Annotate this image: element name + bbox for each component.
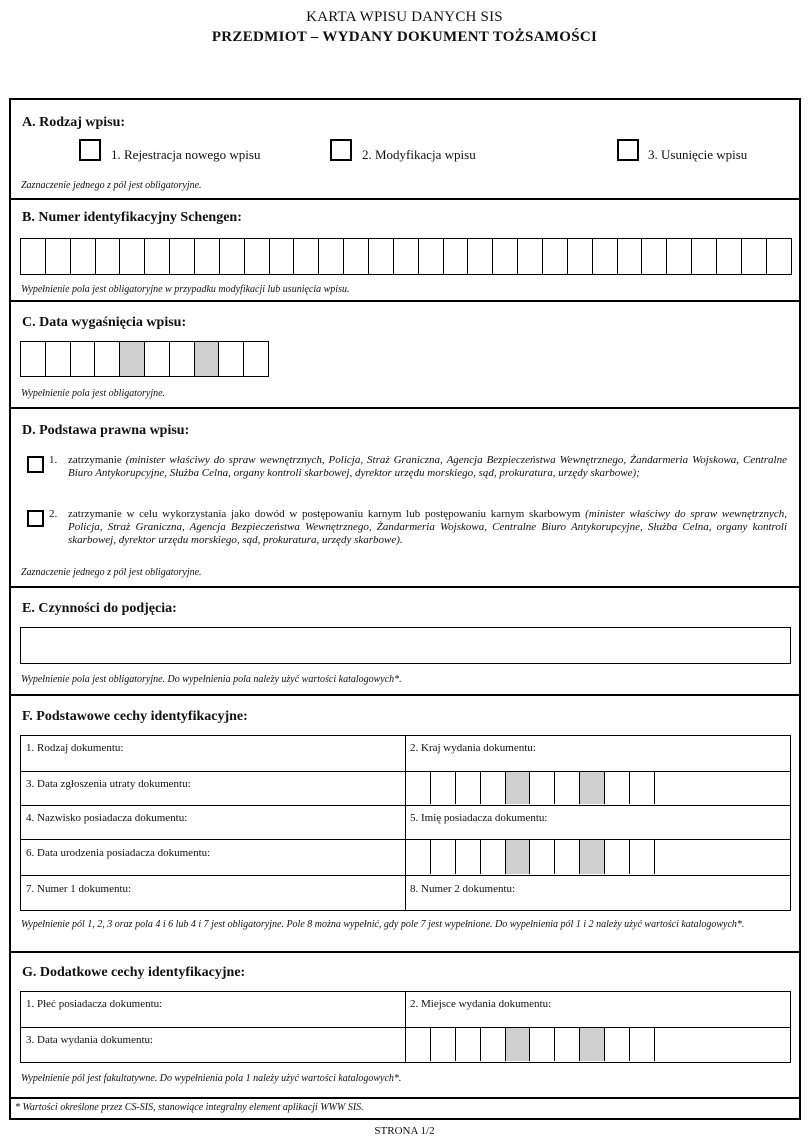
checkbox-new-entry-label: 1. Rejestracja nowego wpisu (111, 147, 261, 162)
character-cell[interactable] (605, 1028, 630, 1061)
date-separator-cell (506, 840, 531, 874)
checkbox-delete-entry[interactable] (617, 139, 639, 161)
character-cell[interactable] (642, 239, 667, 274)
character-cell[interactable] (593, 239, 618, 274)
character-cell[interactable] (555, 772, 580, 804)
divider (11, 198, 799, 200)
character-cell[interactable] (481, 772, 506, 804)
schengen-id-field[interactable] (20, 238, 792, 275)
checkbox-delete-entry-label: 3. Usunięcie wpisu (648, 147, 748, 162)
footnote: * Wartości określone przez CS-SIS, stanowiące integralny element aplikacji WWW SIS. (15, 1102, 364, 1113)
section-a-title: A. Rodzaj wpisu: (22, 115, 126, 130)
character-cell[interactable] (767, 239, 792, 274)
column-divider (405, 736, 406, 771)
column-divider (405, 992, 406, 1027)
character-cell[interactable] (456, 1028, 481, 1061)
section-e-title: E. Czynności do podjęcia: (22, 601, 177, 616)
character-cell[interactable] (481, 840, 506, 874)
character-cell[interactable] (444, 239, 469, 274)
divider (11, 951, 799, 953)
character-cell[interactable] (605, 840, 630, 874)
character-cell[interactable] (369, 239, 394, 274)
table-row (21, 736, 790, 771)
table-row (21, 875, 790, 910)
character-cell[interactable] (96, 239, 121, 274)
legal-basis-1-authorities: (minister właściwy do spraw wewnętrznych, Policja, Straż Graniczna, Agencja Bezpieczeństwa Wewnętrznego, Żandarmeria Wojskowa, Centralne Biuro Antykorupcyjne, Służba Celna, organy kontroli skarbowej, dyrektor urzędu morskiego, sąd, prokuratura, urzędy skarbowe); (68, 454, 787, 479)
checkbox-legal-basis-2[interactable] (27, 510, 44, 527)
character-cell[interactable] (419, 239, 444, 274)
section-f-note: Wypełnienie pól 1, 2, 3 oraz pola 4 i 6 lub 4 i 7 jest obligatoryjne. Pole 8 można wypełnić, gdy pole 7 jest wypełnione. Do wypełnienia pól 1 i 2 należy użyć wartości katalogowych*. (21, 919, 745, 930)
form-subtitle: PRZEDMIOT – WYDANY DOKUMENT TOŻSAMOŚCI (211, 29, 598, 45)
section-g-title: G. Dodatkowe cechy identyfikacyjne: (22, 965, 246, 980)
issuing-country-label: 2. Kraj wydania dokumentu: (410, 742, 536, 754)
loss-report-date-label: 3. Data zgłoszenia utraty dokumentu: (26, 778, 191, 790)
column-divider (405, 806, 406, 839)
table-row (21, 992, 790, 1027)
character-cell[interactable] (270, 239, 295, 274)
section-f-title: F. Podstawowe cechy identyfikacyjne: (22, 709, 248, 724)
character-cell[interactable] (170, 342, 195, 376)
issue-date-field[interactable] (406, 1028, 655, 1061)
divider (11, 407, 799, 409)
character-cell[interactable] (717, 239, 742, 274)
character-cell[interactable] (630, 840, 655, 874)
legal-basis-2-authorities: (minister właściwy do spraw wewnętrznych, Policja, Straż Graniczna, Agencja Bezpieczeństwa Wewnętrznego, Żandarmeria Wojskowa, Centralne Biuro Antykorupcyjne, Służba Celna, organy kontroli skarbowej, dyrektor urzędu morskiego, sąd, prokuratura, urzędy skarbowe). (68, 508, 787, 546)
divider (11, 300, 799, 302)
character-cell[interactable] (530, 840, 555, 874)
divider (11, 694, 799, 696)
legal-basis-1-number: 1. (49, 454, 58, 466)
character-cell[interactable] (95, 342, 120, 376)
character-cell[interactable] (530, 772, 555, 804)
loss-report-date-field[interactable] (406, 772, 655, 804)
date-separator-cell (120, 342, 145, 376)
checkbox-modify-entry-label: 2. Modyfikacja wpisu (362, 147, 476, 162)
table-row (21, 1027, 790, 1062)
character-cell[interactable] (431, 772, 456, 804)
checkbox-modify-entry[interactable] (330, 139, 352, 161)
date-separator-cell (580, 840, 605, 874)
table-row (21, 771, 790, 805)
date-separator-cell (195, 342, 220, 376)
column-divider (405, 876, 406, 910)
date-separator-cell (580, 1028, 605, 1061)
holder-birth-date-label: 6. Data urodzenia posiadacza dokumentu: (26, 847, 211, 859)
checkbox-legal-basis-1[interactable] (27, 456, 44, 473)
character-cell[interactable] (145, 239, 170, 274)
character-cell[interactable] (692, 239, 717, 274)
section-c-title: C. Data wygaśnięcia wpisu: (22, 315, 187, 330)
form-title: KARTA WPISU DANYCH SIS (306, 9, 503, 25)
character-cell[interactable] (481, 1028, 506, 1061)
character-cell[interactable] (219, 342, 244, 376)
date-separator-cell (506, 1028, 531, 1061)
actions-input-box[interactable] (20, 627, 791, 664)
character-cell[interactable] (394, 239, 419, 274)
document-number-2-label: 8. Numer 2 dokumentu: (410, 883, 516, 895)
character-cell[interactable] (406, 772, 431, 804)
divider (11, 586, 799, 588)
section-d-note: Zaznaczenie jednego z pól jest obligatoryjne. (21, 567, 202, 578)
character-cell[interactable] (46, 239, 71, 274)
character-cell[interactable] (344, 239, 369, 274)
character-cell[interactable] (71, 342, 96, 376)
page-number: STRONA 1/2 (374, 1125, 435, 1137)
legal-basis-1-label: zatrzymanie (68, 454, 122, 466)
character-cell[interactable] (21, 342, 46, 376)
legal-basis-2-text (49, 508, 787, 547)
section-b-note: Wypełnienie pola jest obligatoryjne w przypadku modyfikacji lub usunięcia wpisu. (21, 284, 350, 295)
section-g-note: Wypełnienie pól jest fakultatywne. Do wypełnienia pola 1 należy użyć wartości katalogowych*. (21, 1073, 402, 1084)
character-cell[interactable] (220, 239, 245, 274)
character-cell[interactable] (245, 239, 270, 274)
character-cell[interactable] (406, 840, 431, 874)
character-cell[interactable] (618, 239, 643, 274)
character-cell[interactable] (120, 239, 145, 274)
character-cell[interactable] (244, 342, 269, 376)
basic-identification-table (20, 735, 791, 911)
holder-birth-date-field[interactable] (406, 840, 655, 874)
character-cell[interactable] (742, 239, 767, 274)
character-cell[interactable] (319, 239, 344, 274)
character-cell[interactable] (468, 239, 493, 274)
document-type-label: 1. Rodzaj dokumentu: (26, 742, 124, 754)
character-cell[interactable] (71, 239, 96, 274)
section-b-title: B. Numer identyfikacyjny Schengen: (22, 210, 242, 225)
issue-date-label: 3. Data wydania dokumentu: (26, 1034, 154, 1046)
form-frame (9, 98, 801, 1120)
table-row (21, 839, 790, 875)
table-row (21, 805, 790, 839)
character-cell[interactable] (667, 239, 692, 274)
character-cell[interactable] (555, 840, 580, 874)
character-cell[interactable] (543, 239, 568, 274)
character-cell[interactable] (294, 239, 319, 274)
character-cell[interactable] (431, 840, 456, 874)
checkbox-new-entry[interactable] (79, 139, 101, 161)
character-cell[interactable] (456, 772, 481, 804)
entry-expiry-date-field[interactable] (20, 341, 269, 377)
section-c-note: Wypełnienie pola jest obligatoryjne. (21, 388, 166, 399)
character-cell[interactable] (630, 772, 655, 804)
section-d-title: D. Podstawa prawna wpisu: (22, 423, 190, 438)
date-separator-cell (580, 772, 605, 804)
character-cell[interactable] (145, 342, 170, 376)
section-a-note: Zaznaczenie jednego z pól jest obligatoryjne. (21, 180, 202, 191)
holder-sex-label: 1. Płeć posiadacza dokumentu: (26, 998, 163, 1010)
divider (11, 1097, 799, 1099)
character-cell[interactable] (46, 342, 71, 376)
date-separator-cell (506, 772, 531, 804)
character-cell[interactable] (493, 239, 518, 274)
character-cell[interactable] (518, 239, 543, 274)
character-cell[interactable] (568, 239, 593, 274)
character-cell[interactable] (456, 840, 481, 874)
legal-basis-1-text (49, 454, 787, 480)
character-cell[interactable] (630, 1028, 655, 1061)
holder-surname-label: 4. Nazwisko posiadacza dokumentu: (26, 812, 188, 824)
character-cell[interactable] (530, 1028, 555, 1061)
legal-basis-2-number: 2. (49, 508, 58, 520)
character-cell[interactable] (406, 1028, 431, 1061)
place-of-issue-label: 2. Miejsce wydania dokumentu: (410, 998, 552, 1010)
character-cell[interactable] (195, 239, 220, 274)
character-cell[interactable] (431, 1028, 456, 1061)
character-cell[interactable] (555, 1028, 580, 1061)
document-number-1-label: 7. Numer 1 dokumentu: (26, 883, 132, 895)
holder-first-name-label: 5. Imię posiadacza dokumentu: (410, 812, 548, 824)
section-e-note: Wypełnienie pola jest obligatoryjne. Do wypełnienia pola należy użyć wartości katalogowych*. (21, 674, 402, 685)
character-cell[interactable] (170, 239, 195, 274)
character-cell[interactable] (21, 239, 46, 274)
additional-identification-table (20, 991, 791, 1063)
character-cell[interactable] (605, 772, 630, 804)
legal-basis-2-label: zatrzymanie w celu wykorzystania jako dowód w postępowaniu karnym lub postępowaniu karnym skarbowym (68, 508, 581, 520)
